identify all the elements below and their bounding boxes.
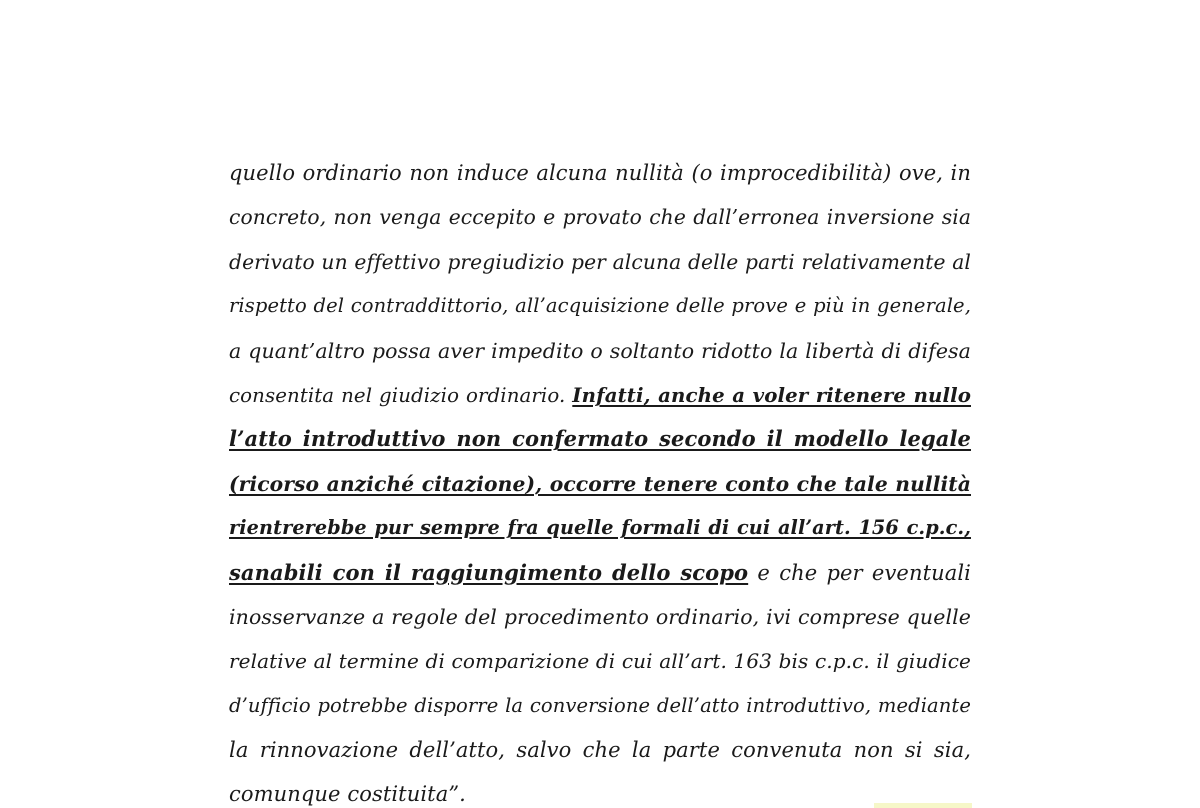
text-line-3: [229, 240, 971, 284]
emphasized-text-run: (ricorso anziché citazione), occorre tenere conto che tale nullità: [229, 471, 971, 496]
text-run: consentita nel giudizio ordinario.: [229, 383, 573, 407]
text-run: e che per eventuali: [748, 560, 971, 585]
text-line-5: [229, 329, 971, 373]
body-text: [229, 151, 971, 808]
highlight-marker: [874, 803, 972, 808]
emphasized-text-run: rientrerebbe pur sempre fra quelle formali di cui all’art. 156 c.p.c.,: [229, 516, 971, 540]
emphasized-text-run: Infatti, anche a voler ritenere nullo: [572, 382, 971, 407]
text-line-8: [229, 462, 971, 506]
text-run: derivato un effettivo pregiudizio per alcuna delle parti relativamente al: [229, 249, 971, 274]
text-run: quello ordinario non induce alcuna nullità (o improcedibilità) ove, in: [229, 161, 971, 185]
text-line-4: [229, 284, 971, 328]
text-line-7: [229, 417, 971, 461]
text-line-6: [229, 373, 971, 417]
text-run: d’ufficio potrebbe disporre la conversione dell’atto introduttivo, mediante: [229, 693, 971, 717]
text-run: relative al termine di comparizione di cui all’art. 163 bis c.p.c. il giudice: [229, 649, 971, 674]
text-line-1: [229, 151, 971, 195]
text-run: inosservanze a regole del procedimento ordinario, ivi comprese quelle: [229, 604, 971, 629]
text-run: comunque costituita”.: [229, 782, 466, 807]
text-line-11: [229, 595, 971, 639]
emphasized-text-run: sanabili con il raggiungimento dello scopo: [229, 559, 749, 585]
text-line-14: [229, 728, 971, 772]
text-run: a quant’altro possa aver impedito o soltanto ridotto la libertà di difesa: [229, 338, 971, 363]
text-run: concreto, non venga eccepito e provato che dall’erronea inversione sia: [229, 205, 971, 230]
text-run: la rinnovazione dell’atto, salvo che la parte convenuta non si sia,: [229, 738, 971, 763]
text-line-9: [229, 506, 971, 550]
text-run: rispetto del contraddittorio, all’acquisizione delle prove e più in generale,: [229, 294, 971, 318]
text-line-2: [229, 195, 971, 239]
text-line-12: [229, 639, 971, 683]
text-line-15: [229, 772, 971, 808]
text-line-13: [229, 684, 971, 728]
emphasized-text-run: l’atto introduttivo non confermato secondo il modello legale: [229, 426, 971, 452]
text-line-10: [229, 551, 971, 595]
